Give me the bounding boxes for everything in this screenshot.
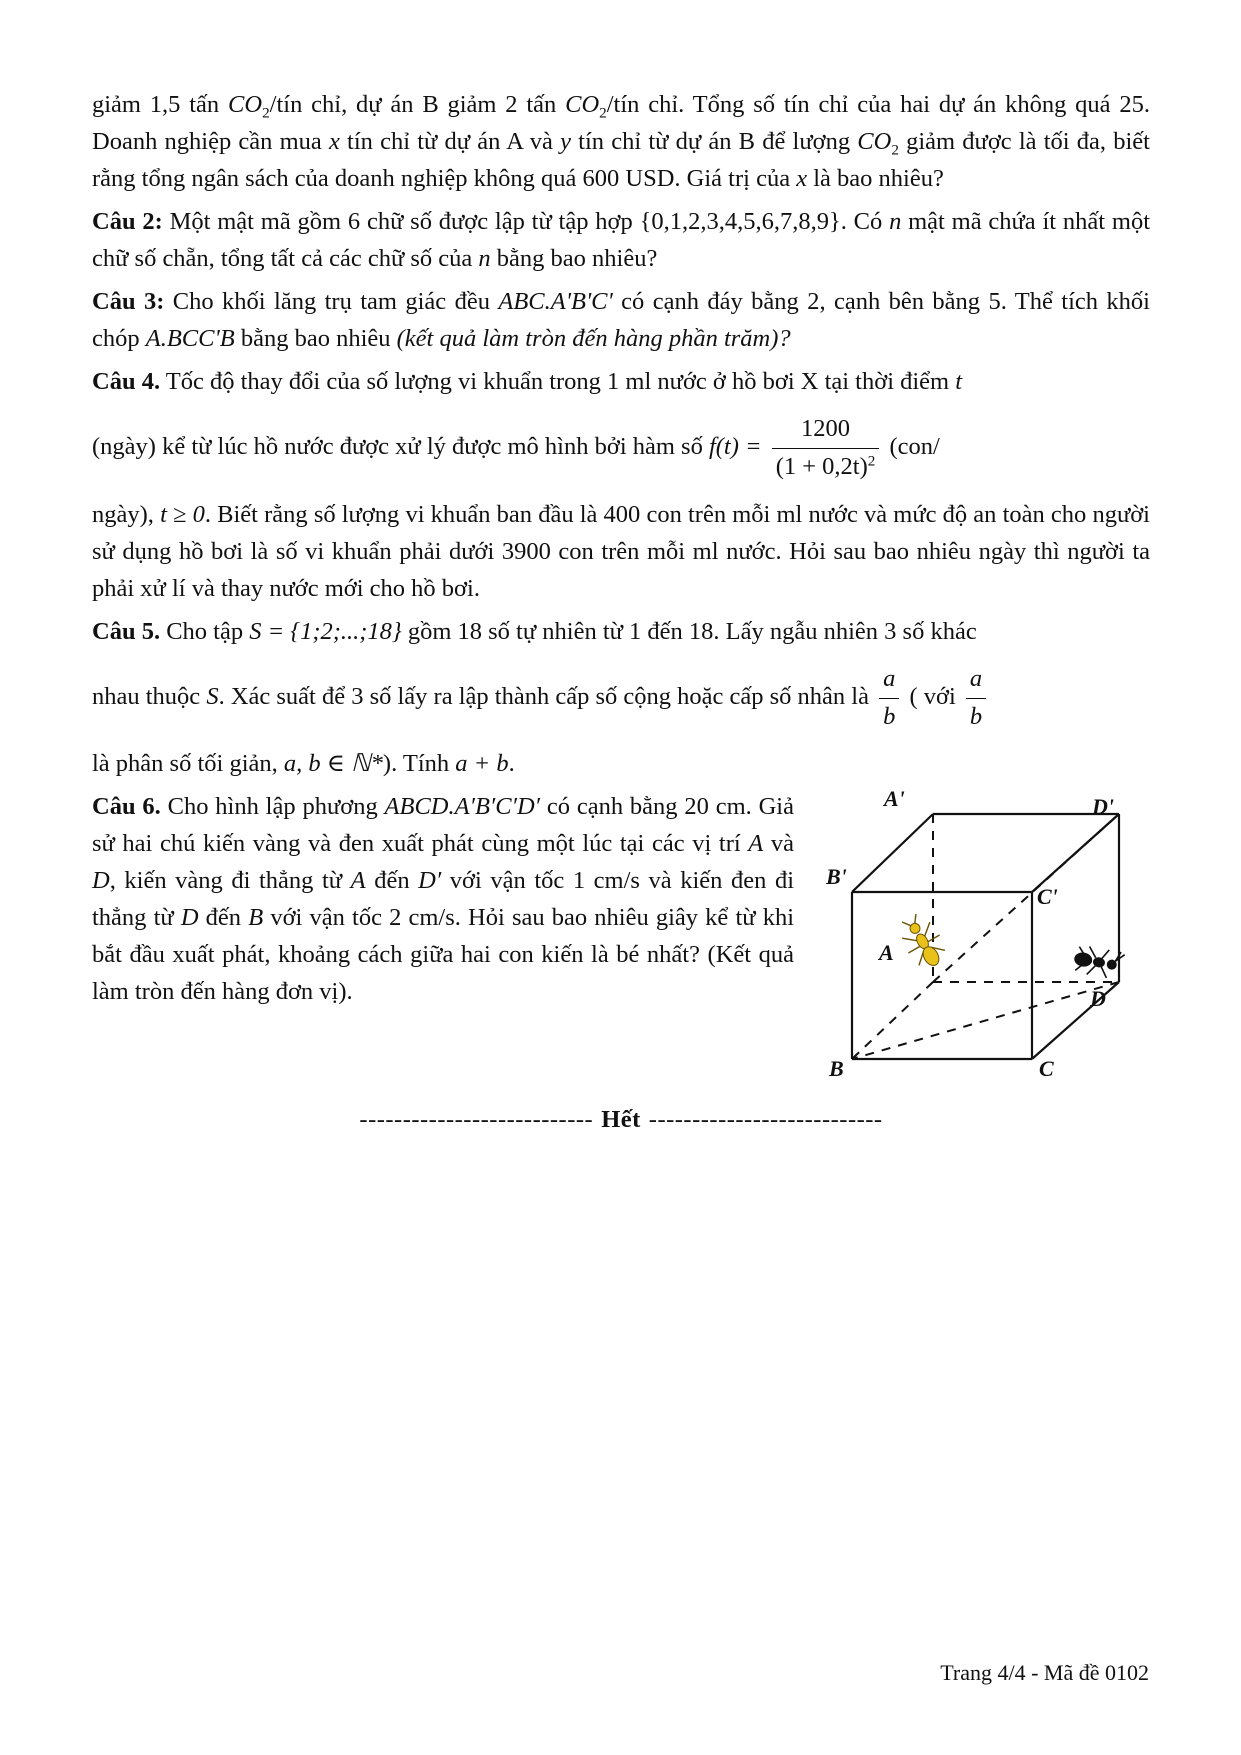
question-6: Câu 6. Cho hình lập phương ABCD.A′B′C′D′ có cạnh bằng 20 cm. Giả sử hai chú kiến vàng và đen xuất phát cùng một lúc tại các vị trí A và D, kiến vàng đi thẳng từ A đến D′ với vận tốc 1 cm/s và kiến đen đi thẳng từ D đến B với vận tốc 2 cm/s. Hỏi sau bao nhiêu giây kể từ khi bắt đầu xuất phát, khoảng cách giữa hai con kiến là bé nhất? (Kết quả làm tròn đến hàng đơn vị). A' D' B' C' A D B C — [92, 788, 1150, 1093]
question-2: Câu 2: Một mật mã gồm 6 chữ số được lập từ tập hợp {0,1,2,3,4,5,6,7,8,9}. Có n mật mã chứa ít nhất một chữ số chẵn, tổng tất cả các chữ số của n bằng bao nhiêu? — [92, 208, 1151, 272]
label-cprime: C' — [1037, 883, 1058, 909]
function-fraction: $\frac{1200}{(1 + 0,2t)^2}$ — [772, 414, 880, 482]
label-bprime: B' — [826, 863, 847, 889]
question-5: Câu 5. Cho tập S = {1;2;...;18} gồm 18 số tự nhiên từ 1 đến 18. Lấy ngẫu nhiên 3 số khác nhau thuộc S. Xác suất để 3 số lấy ra lập thành cấp số cộng hoặc cấp số nhân là $\frac{a}{b}$ ( với $\frac{a}{b}$ là phân số tối giản, a, b ∈ ℕ*). Tính a + b. — [92, 613, 1150, 781]
function-name: f(t) = — [708, 432, 762, 460]
question-6-label: Câu 6. — [92, 792, 161, 820]
label-a: A — [879, 939, 894, 965]
question-5-label: Câu 5. — [92, 618, 161, 646]
fraction-a-b: $\frac{a}{b}$ — [879, 664, 899, 732]
label-aprime: A' — [884, 785, 905, 811]
label-c: C — [1039, 1055, 1054, 1081]
fraction-a-b-2: $\frac{a}{b}$ — [966, 664, 986, 732]
question-2-label: Câu 2: — [92, 208, 163, 235]
cube-figure — [804, 784, 1146, 1084]
label-dprime: D' — [1092, 793, 1114, 819]
page-content — [92, 86, 1150, 1138]
question-3-label: Câu 3: — [92, 288, 165, 315]
edge-bprime-aprime — [852, 814, 933, 892]
page-footer: Trang 4/4 - Mã đề 0102 — [940, 1660, 1149, 1685]
edge-c-d — [1032, 982, 1119, 1059]
end-marker: --------------------------- Hết --------------------------- — [359, 1105, 883, 1133]
question-4: Câu 4. Tốc độ thay đổi của số lượng vi khuẩn trong 1 ml nước ở hồ bơi X tại thời điểm t (ngày) kể từ lúc hồ nước được xử lý được mô hình bởi hàm số f(t) = $\frac{1200}{(1 + 0,2t)^2}$ (con/ ngày), t ≥ 0. Biết rằng số lượng vi khuẩn ban đầu là 400 con trên mỗi ml nước và mức độ an toàn cho người sử dụng hồ bơi là số vi khuẩn phải dưới 3900 con trên mỗi ml nước. Hỏi sau bao nhiêu ngày thì người ta phải xử lí và thay nước mới cho hồ bơi. — [92, 368, 1150, 603]
question-3: Câu 3: Cho khối lăng trụ tam giác đều ABC.A'B'C' có cạnh đáy bằng 2, cạnh bên bằng 5. Thể tích khối chóp A.BCC'B bằng bao nhiêu (kết quả làm tròn đến hàng phần trăm)? — [92, 288, 1150, 352]
question-1-continuation: giảm 1,5 tấn $CO_2$/tín chỉ, dự án B giảm 2 tấn $CO_2$/tín chỉ. Tổng số tín chỉ của hai dự án không quá 25. Doanh nghiệp cần mua x tín chỉ từ dự án A và y tín chỉ từ dự án B để lượng $CO_2$ giảm được là tối đa, biết rằng tổng ngân sách của doanh nghiệp không quá 600 USD. Giá trị của x là bao nhiêu? — [92, 91, 1151, 192]
edge-a-b — [852, 982, 933, 1059]
label-b: B — [829, 1055, 844, 1081]
label-d: D — [1090, 985, 1106, 1011]
question-4-label: Câu 4. — [92, 368, 161, 395]
black-ant-icon — [1072, 944, 1125, 980]
yellow-ant-icon — [893, 909, 951, 974]
